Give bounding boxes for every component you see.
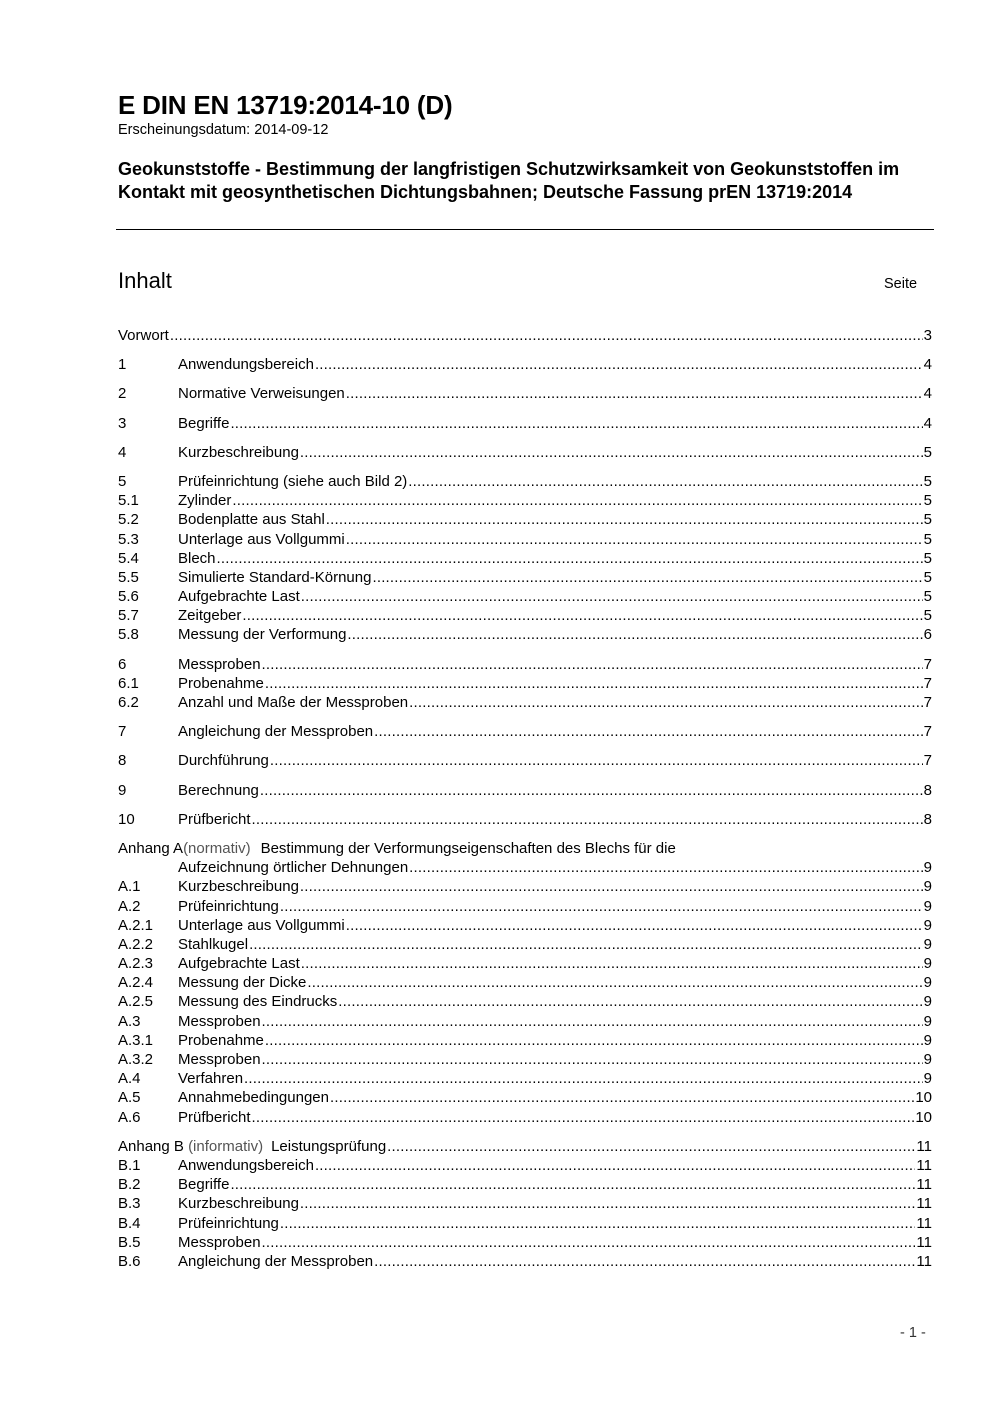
- toc-leader-dots: [374, 722, 923, 741]
- toc-leader-dots: [280, 897, 923, 916]
- toc-entry-page: 5: [923, 568, 932, 586]
- toc-leader-dots: [315, 1156, 915, 1175]
- toc-entry[interactable]: [118, 916, 932, 935]
- toc-entry-page: 4: [923, 385, 932, 403]
- toc-entry-page: 7: [923, 655, 932, 673]
- toc-entry[interactable]: [118, 858, 932, 877]
- toc-leader-dots: [347, 625, 922, 644]
- toc-entry-label: Angleichung der Messproben: [178, 1252, 374, 1270]
- toc-entry[interactable]: [118, 1088, 932, 1107]
- toc-entry-label: Kurzbeschreibung: [178, 878, 299, 896]
- toc-entry-label: Aufgebrachte Last: [178, 955, 300, 973]
- toc-leader-dots: [330, 1088, 914, 1107]
- toc-entry[interactable]: [118, 973, 932, 992]
- annex-b-type: (informativ): [188, 1137, 264, 1155]
- toc-entry-page: 8: [923, 781, 932, 799]
- toc-entry-page: 11: [916, 1156, 932, 1174]
- toc-entry-number: 9: [118, 781, 127, 799]
- toc-entry-label: Prüfeinrichtung (siehe auch Bild 2): [178, 472, 408, 490]
- toc-leader-dots: [262, 1012, 923, 1031]
- toc-entry-page: 4: [923, 414, 932, 432]
- toc-entry[interactable]: [118, 549, 932, 568]
- toc-leader-dots: [346, 384, 923, 403]
- toc-entry[interactable]: [118, 355, 932, 374]
- toc-entry[interactable]: [118, 326, 932, 345]
- toc-entry-number: A.2.2: [118, 935, 154, 953]
- toc-entry-label: Prüfbericht: [178, 810, 251, 828]
- toc-entry-number: 5.5: [118, 568, 139, 586]
- toc-entry-label: Anwendungsbereich: [178, 1156, 314, 1174]
- toc-entry[interactable]: [118, 1050, 932, 1069]
- toc-entry-page: 11: [916, 1252, 932, 1270]
- toc-entry-page: 6: [923, 626, 932, 644]
- toc-entry-number: 6: [118, 655, 127, 673]
- toc-entry-page: 5: [923, 607, 932, 625]
- toc-leader-dots: [300, 443, 923, 462]
- toc-leader-dots: [408, 472, 922, 491]
- toc-entry[interactable]: [118, 781, 932, 800]
- toc-entry-number: 6.2: [118, 694, 139, 711]
- toc-leader-dots: [280, 1214, 916, 1233]
- toc-page-column-label: Seite: [884, 276, 918, 292]
- toc-entry-page: 9: [923, 897, 932, 915]
- toc-entry-number: B.1: [118, 1156, 141, 1174]
- toc-entry[interactable]: [118, 810, 932, 829]
- annex-b-heading[interactable]: [118, 1137, 932, 1156]
- annex-a-type: (normativ): [183, 839, 251, 857]
- toc-entry-label: Begriffe: [178, 1176, 230, 1194]
- toc-leader-dots: [301, 587, 923, 606]
- toc-entry-number: 5.6: [118, 588, 139, 606]
- toc-entry-number: 8: [118, 752, 127, 770]
- toc-entry-label: Verfahren: [178, 1070, 244, 1088]
- toc-entry[interactable]: [118, 443, 932, 462]
- toc-entry-page: 8: [923, 810, 932, 828]
- toc-entry-label: Probenahme: [178, 674, 264, 692]
- toc-entry[interactable]: [118, 587, 932, 606]
- toc-entry-label: Unterlage aus Vollgummi: [178, 916, 345, 934]
- toc-entry[interactable]: [118, 897, 932, 916]
- toc-entry-page: 5: [923, 443, 932, 461]
- table-of-contents: [118, 326, 932, 1271]
- toc-entry-number: A.2.5: [118, 993, 154, 1011]
- toc-entry-label: Durchführung: [178, 752, 269, 770]
- toc-entry-number: B.3: [118, 1195, 141, 1213]
- toc-entry-page: 9: [923, 935, 932, 953]
- title-rule: [116, 229, 934, 230]
- toc-leader-dots: [252, 810, 923, 829]
- toc-entry[interactable]: [118, 1252, 932, 1271]
- toc-entry[interactable]: [118, 954, 932, 973]
- toc-entry-number: A.3: [118, 1012, 141, 1030]
- toc-leader-dots: [372, 568, 922, 587]
- toc-entry[interactable]: [118, 491, 932, 510]
- toc-entry[interactable]: [118, 606, 932, 625]
- toc-entry-page: 5: [923, 549, 932, 567]
- toc-heading: Inhalt: [118, 268, 172, 293]
- toc-entry-label: Messung der Verformung: [178, 626, 347, 644]
- toc-leader-dots: [244, 1069, 923, 1088]
- toc-leader-dots: [270, 751, 923, 770]
- toc-entry-label: Probenahme: [178, 1031, 264, 1049]
- toc-entry-page: 5: [923, 492, 932, 510]
- toc-entry-number: A.1: [118, 878, 141, 896]
- toc-entry[interactable]: [118, 877, 932, 896]
- toc-entry[interactable]: [118, 722, 932, 741]
- toc-entry-number: 10: [118, 810, 135, 828]
- publication-date: Erscheinungsdatum: 2014-09-12: [118, 122, 329, 138]
- toc-entry-number: A.6: [118, 1108, 141, 1126]
- toc-entry-label: Begriffe: [178, 414, 230, 432]
- toc-entry-label: Kurzbeschreibung: [178, 1195, 299, 1213]
- toc-entry-page: 7: [923, 752, 932, 770]
- toc-entry-label: Simulierte Standard-Körnung: [178, 568, 372, 586]
- toc-leader-dots: [170, 326, 923, 345]
- toc-entry-number: 5.2: [118, 511, 139, 529]
- toc-entry-number: A.2.3: [118, 955, 154, 973]
- toc-entry-page: 7: [923, 694, 932, 711]
- toc-entry-number: 7: [118, 723, 127, 741]
- toc-leader-dots: [300, 1194, 916, 1213]
- toc-entry[interactable]: [118, 1069, 932, 1088]
- toc-entry-number: 4: [118, 443, 127, 461]
- toc-entry-label: Zeitgeber: [178, 607, 242, 625]
- toc-leader-dots: [409, 693, 923, 712]
- toc-entry-number: 5.3: [118, 530, 139, 548]
- toc-entry-page: 9: [923, 1012, 932, 1030]
- toc-entry-page: 9: [923, 916, 932, 934]
- toc-entry-page: 11: [916, 1214, 932, 1232]
- toc-entry-label: Messproben: [178, 655, 261, 673]
- toc-entry-label: Stahlkugel: [178, 935, 249, 953]
- toc-entry-page: 3: [923, 327, 932, 344]
- toc-entry-number: B.5: [118, 1233, 141, 1251]
- toc-entry-page: 9: [923, 993, 932, 1011]
- toc-entry[interactable]: [118, 568, 932, 587]
- toc-entry-number: 5.4: [118, 549, 139, 567]
- toc-entry-number: A.4: [118, 1070, 141, 1088]
- toc-leader-dots: [232, 491, 922, 510]
- toc-leader-dots: [265, 674, 923, 693]
- annex-a-title-line1: Bestimmung der Verformungseigenschaften des Blechs für die: [260, 839, 676, 857]
- annex-b-label: [118, 1137, 386, 1156]
- toc-leader-dots: [230, 1175, 915, 1194]
- toc-entry[interactable]: [118, 1156, 932, 1175]
- toc-entry[interactable]: [118, 530, 932, 549]
- toc-leader-dots: [230, 414, 922, 433]
- toc-entry-label: Messung des Eindrucks: [178, 993, 338, 1011]
- toc-entry-label: Blech: [178, 549, 216, 567]
- toc-entry-label: Angleichung der Messproben: [178, 723, 374, 741]
- toc-entry-page: 9: [923, 1051, 932, 1068]
- toc-entry-label: Vorwort: [118, 327, 169, 344]
- toc-entry[interactable]: [118, 414, 932, 433]
- toc-entry[interactable]: [118, 935, 932, 954]
- toc-entry-page: 4: [923, 356, 932, 374]
- toc-leader-dots: [338, 992, 922, 1011]
- toc-entry-page: 5: [923, 588, 932, 606]
- annex-b-prefix: Anhang B: [118, 1137, 189, 1155]
- toc-entry-label: Messproben: [178, 1051, 261, 1068]
- toc-leader-dots: [374, 1252, 915, 1271]
- toc-leader-dots: [307, 973, 922, 992]
- toc-entry-number: 2: [118, 385, 127, 403]
- annex-b-title: Leistungsprüfung: [271, 1137, 387, 1155]
- toc-entry-number: 5.1: [118, 492, 139, 510]
- document-title: Geokunststoffe - Bestimmung der langfristigen Schutzwirksamkeit von Geokunststoffen im Kontakt mit geosynthetischen Dichtungsbahnen; Deutsche Fassung prEN 13719:2014: [118, 159, 900, 202]
- toc-entry-page: 7: [923, 723, 932, 741]
- toc-entry-label: Normative Verweisungen: [178, 385, 345, 403]
- toc-entry[interactable]: [118, 1233, 932, 1252]
- toc-entry[interactable]: [118, 655, 932, 674]
- toc-entry-label: Messung der Dicke: [178, 974, 307, 992]
- toc-leader-dots: [301, 954, 923, 973]
- toc-entry-number: 5.7: [118, 607, 139, 625]
- toc-entry-number: 6.1: [118, 674, 139, 692]
- toc-entry-number: B.4: [118, 1214, 141, 1232]
- toc-entry-page: 5: [923, 530, 932, 548]
- toc-entry-page: 9: [923, 1031, 932, 1049]
- toc-entry-page: 5: [923, 472, 932, 490]
- toc-entry[interactable]: [118, 1175, 932, 1194]
- toc-entry-number: 5.8: [118, 626, 139, 644]
- toc-entry-page: 7: [923, 674, 932, 692]
- toc-entry-number: A.2: [118, 897, 141, 915]
- toc-entry-label: Prüfeinrichtung: [178, 897, 279, 915]
- toc-entry-number: A.2.4: [118, 974, 154, 992]
- toc-leader-dots: [315, 355, 923, 374]
- toc-entry-number: A.3.2: [118, 1051, 154, 1068]
- toc-leader-dots: [300, 877, 923, 896]
- toc-entry-number: 1: [118, 356, 127, 374]
- toc-entry-page: 5: [923, 511, 932, 529]
- toc-entry-label: Unterlage aus Vollgummi: [178, 530, 345, 548]
- toc-entry-label: Bodenplatte aus Stahl: [178, 511, 325, 529]
- toc-entry-label: Annahmebedingungen: [178, 1089, 329, 1107]
- annex-a-heading[interactable]: [118, 839, 932, 858]
- toc-entry-number: B.6: [118, 1252, 141, 1270]
- toc-entry[interactable]: [118, 1108, 932, 1127]
- toc-entry-page: 11: [916, 1176, 932, 1194]
- toc-leader-dots: [252, 1108, 915, 1127]
- toc-leader-dots: [260, 781, 923, 800]
- toc-leader-dots: [249, 935, 923, 954]
- toc-leader-dots: [346, 916, 923, 935]
- toc-entry-number: A.5: [118, 1089, 141, 1107]
- toc-entry[interactable]: [118, 384, 932, 403]
- toc-entry-number: A.2.1: [118, 916, 154, 934]
- toc-leader-dots: [262, 1233, 916, 1252]
- toc-entry-page: 9: [923, 974, 932, 992]
- toc-entry-label: Berechnung: [178, 781, 259, 799]
- toc-entry[interactable]: [118, 1194, 932, 1213]
- toc-entry-page: 9: [923, 859, 932, 877]
- toc-entry[interactable]: [118, 510, 932, 529]
- toc-entry-label: Aufgebrachte Last: [178, 588, 300, 606]
- toc-entry[interactable]: [118, 992, 932, 1011]
- toc-entry-number: B.2: [118, 1176, 141, 1194]
- toc-leader-dots: [242, 606, 922, 625]
- toc-entry-page: 9: [923, 1070, 932, 1088]
- toc-leader-dots: [326, 510, 923, 529]
- toc-leader-dots: [346, 530, 923, 549]
- toc-leader-dots: [217, 549, 923, 568]
- toc-entry-number: 5: [118, 472, 127, 490]
- page-number: - 1 -: [900, 1325, 926, 1341]
- toc-entry-label: Kurzbeschreibung: [178, 443, 299, 461]
- toc-entry[interactable]: [118, 625, 932, 644]
- document-id: E DIN EN 13719:2014-10 (D): [118, 90, 453, 120]
- toc-entry-label: Prüfeinrichtung: [178, 1214, 279, 1232]
- toc-entry-label: Messproben: [178, 1012, 261, 1030]
- toc-leader-dots: [265, 1031, 923, 1050]
- toc-leader-dots: [387, 1137, 915, 1156]
- toc-entry[interactable]: [118, 751, 932, 770]
- toc-entry[interactable]: [118, 693, 932, 712]
- toc-entry-page: 11: [916, 1195, 932, 1213]
- toc-entry-page: 10: [915, 1108, 932, 1126]
- toc-entry-page: 9: [923, 955, 932, 973]
- toc-entry-label: Anwendungsbereich: [178, 356, 314, 374]
- toc-entry-page: 9: [923, 878, 932, 896]
- toc-leader-dots: [409, 858, 923, 877]
- toc-entry-page: 10: [915, 1089, 932, 1107]
- toc-entry-number: 3: [118, 414, 127, 432]
- toc-entry-label: Prüfbericht: [178, 1108, 251, 1126]
- toc-entry[interactable]: [118, 1214, 932, 1233]
- toc-entry-label: Anzahl und Maße der Messproben: [178, 694, 409, 711]
- annex-a-prefix: Anhang A: [118, 839, 184, 857]
- toc-entry-page: 11: [916, 1137, 932, 1155]
- toc-entry-label: Messproben: [178, 1233, 261, 1251]
- toc-entry[interactable]: [118, 472, 932, 491]
- toc-entry-label: Zylinder: [178, 492, 232, 510]
- toc-entry-page: 11: [916, 1233, 932, 1251]
- toc-entry[interactable]: [118, 1031, 932, 1050]
- toc-leader-dots: [262, 1050, 923, 1069]
- toc-entry[interactable]: [118, 674, 932, 693]
- toc-entry-number: A.3.1: [118, 1031, 154, 1049]
- annex-a-title-line2: Aufzeichnung örtlicher Dehnungen: [178, 859, 409, 877]
- toc-entry[interactable]: [118, 1012, 932, 1031]
- toc-leader-dots: [262, 655, 923, 674]
